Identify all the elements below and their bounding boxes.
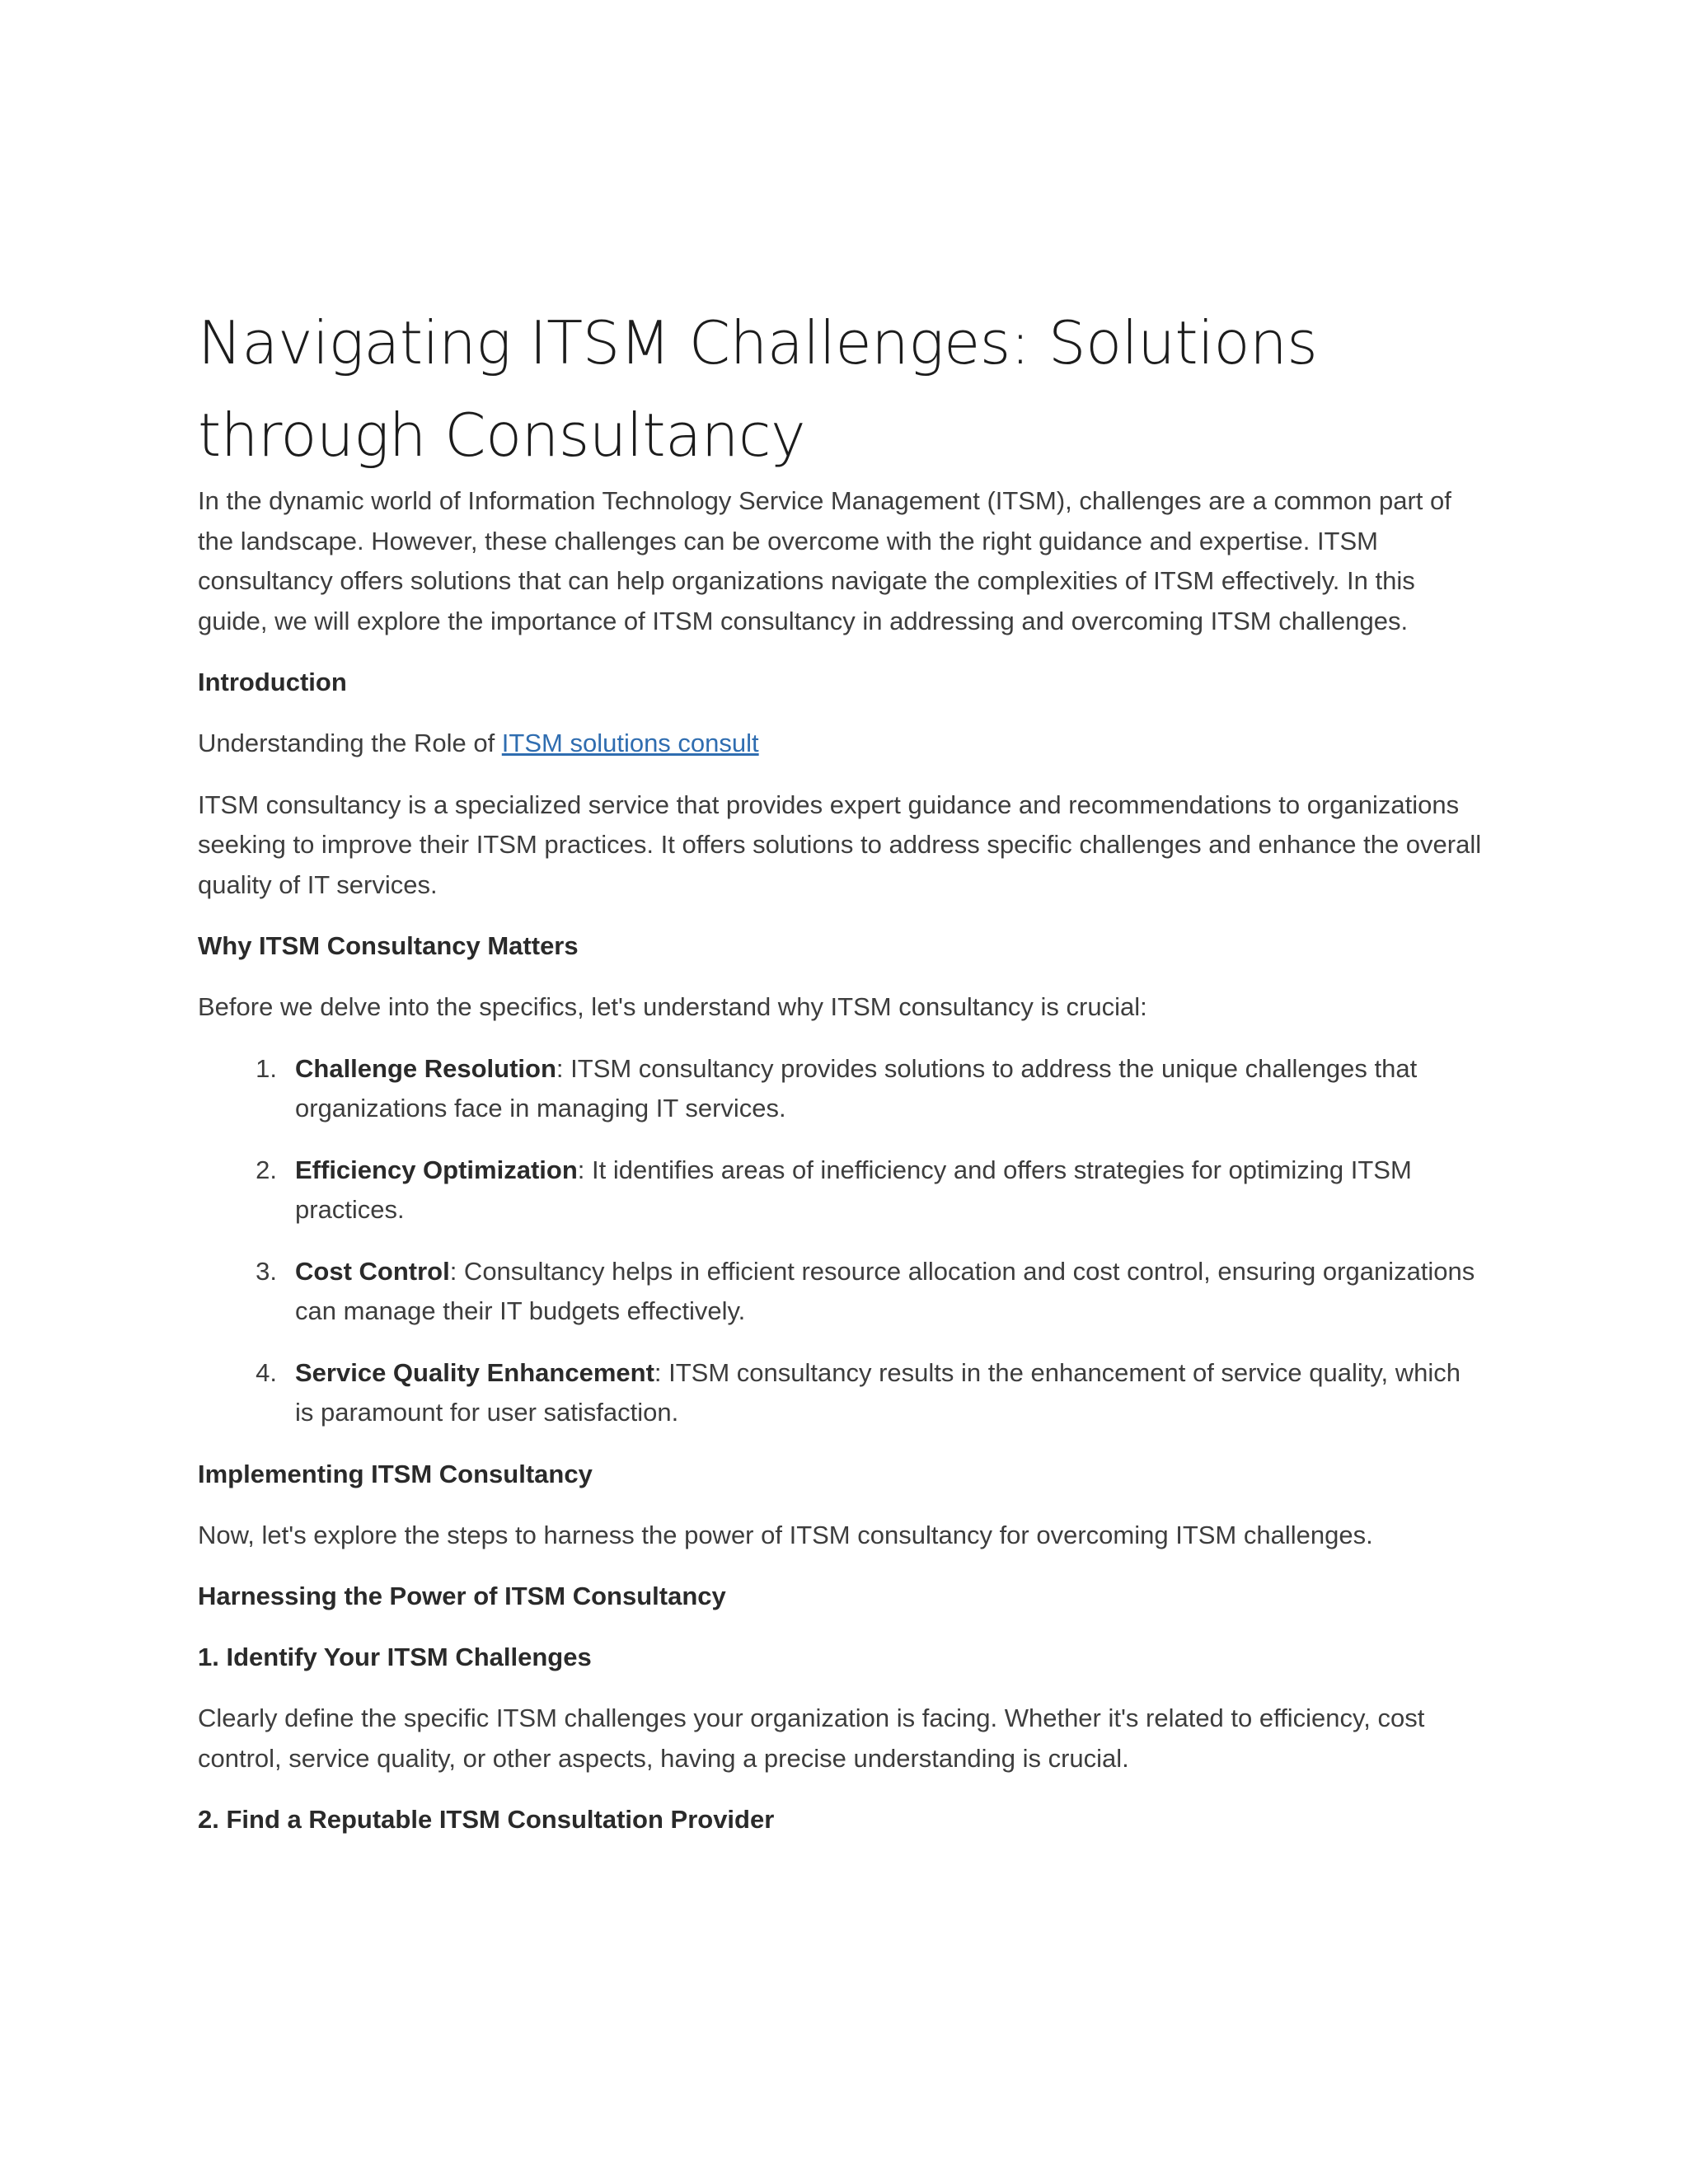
step2-heading: 2. Find a Reputable ITSM Consultation Provider (198, 1805, 775, 1834)
list-text: : ITSM consultancy results in the enhancement of service quality, which is paramount for user satisfaction. (295, 1357, 1461, 1427)
step1-paragraph: Clearly define the specific ITSM challenges your organization is facing. Whether it's related to efficiency, cost control, service quality, or other aspects, having a precise understanding is crucial. (198, 1704, 1425, 1773)
list-item (198, 1252, 1484, 1332)
list-number: 1. (256, 1053, 277, 1083)
list-item (198, 1049, 1484, 1129)
list-item (198, 1353, 1484, 1433)
list-number: 4. (256, 1357, 277, 1387)
role-paragraph-line (198, 724, 1484, 764)
list-item (198, 1151, 1484, 1230)
document-page (198, 297, 1484, 1840)
role-paragraph: ITSM consultancy is a specialized service that provides expert guidance and recommendations to organizations seeking to improve their ITSM practices. It offers solutions to address specific challenges and enhance the overall quality of IT services. (198, 790, 1482, 899)
step1-heading: 1. Identify Your ITSM Challenges (198, 1643, 592, 1671)
list-term: Service Quality Enhancement (295, 1357, 654, 1387)
implementing-heading: Implementing ITSM Consultancy (198, 1459, 593, 1488)
list-text: : ITSM consultancy provides solutions to address the unique challenges that organizations face in managing IT services. (295, 1053, 1418, 1122)
reasons-list (198, 1049, 1484, 1433)
why-heading: Why ITSM Consultancy Matters (198, 931, 579, 960)
intro-paragraph: In the dynamic world of Information Technology Service Management (ITSM), challenges are a common part of the landscape. However, these challenges can be overcome with the right guidance and expertise. ITSM consultancy offers solutions that can help organizations navigate the complexities of ITSM effectively. In this guide, we will explore the importance of ITSM consultancy in addressing and overcoming ITSM challenges. (198, 486, 1451, 635)
implementing-paragraph: Now, let's explore the steps to harness the power of ITSM consultancy for overcoming ITSM challenges. (198, 1520, 1373, 1549)
harnessing-heading: Harnessing the Power of ITSM Consultancy (198, 1582, 726, 1610)
introduction-heading: Introduction (198, 668, 347, 696)
list-term: Challenge Resolution (295, 1053, 556, 1083)
list-term: Efficiency Optimization (295, 1155, 578, 1184)
role-prefix: Understanding the Role of (198, 729, 502, 757)
page-title: Navigating ITSM Challenges: Solutions through Consultancy (198, 308, 1318, 470)
why-paragraph: Before we delve into the specifics, let's understand why ITSM consultancy is crucial: (198, 992, 1147, 1021)
list-text: : Consultancy helps in efficient resource allocation and cost control, ensuring organizations can manage their IT budgets effectively. (295, 1256, 1475, 1325)
itsm-solutions-consult-link[interactable]: ITSM solutions consult (501, 729, 759, 757)
list-number: 2. (256, 1155, 277, 1184)
list-number: 3. (256, 1256, 277, 1286)
list-text: : It identifies areas of inefficiency and offers strategies for optimizing ITSM practices. (295, 1155, 1412, 1224)
list-term: Cost Control (295, 1256, 450, 1286)
